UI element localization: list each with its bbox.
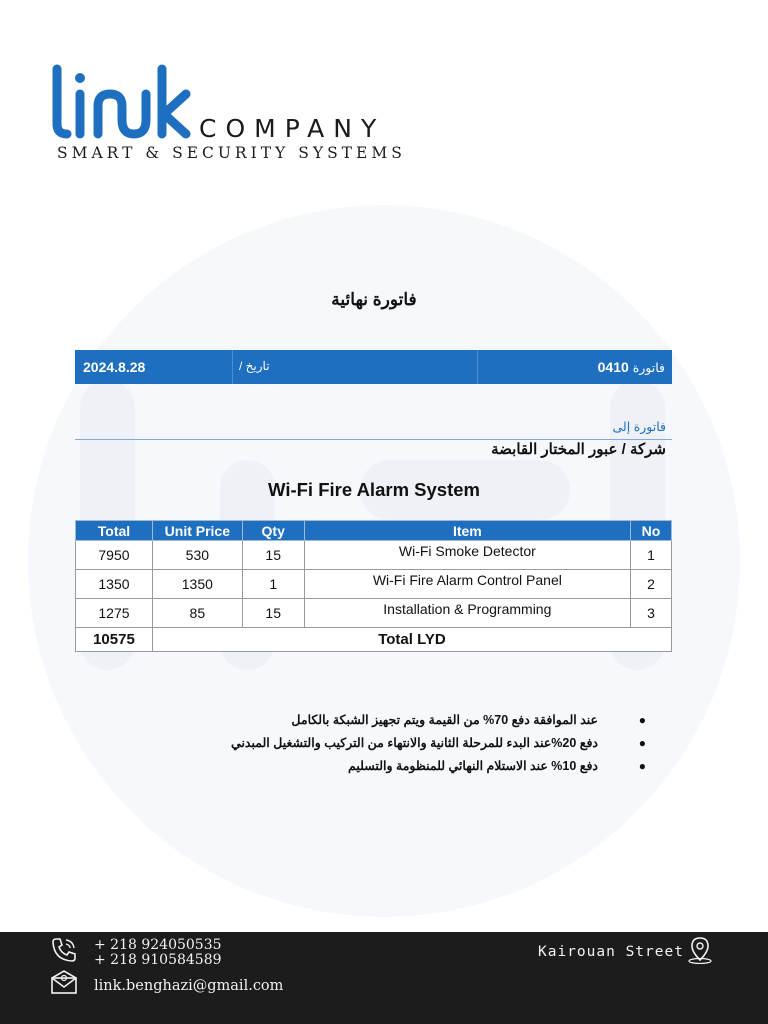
cell-item: Wi-Fi Smoke Detector (304, 541, 630, 570)
location-pin-icon (686, 936, 714, 964)
bullet-icon: ● (638, 759, 646, 773)
cell-qty: 15 (242, 599, 304, 628)
list-item (56, 758, 646, 781)
cell-unit-price: 1350 (152, 570, 242, 599)
header-unit-price: Unit Price (152, 521, 242, 541)
date-label: تاريخ / (239, 359, 270, 373)
footer (0, 932, 768, 1024)
list-item (56, 712, 646, 735)
cell-no: 3 (631, 599, 672, 628)
table-row (76, 599, 672, 628)
cell-item: Wi-Fi Fire Alarm Control Panel (304, 570, 630, 599)
invoice-date: 2024.8.28 (83, 359, 146, 375)
bar-divider (477, 350, 478, 384)
cell-total: 7950 (76, 541, 153, 570)
payment-terms-list (56, 712, 646, 781)
term-text: عند الموافقة دفع 70% من القيمة ويتم تجهيز الشبكة بالكامل (291, 713, 598, 727)
logo-tagline: SMART & SECURITY SYSTEMS (57, 144, 406, 162)
table-row (76, 570, 672, 599)
cell-total: 1275 (76, 599, 153, 628)
cell-item: Installation & Programming (304, 599, 630, 628)
header-total: Total (76, 521, 153, 541)
table-row (76, 541, 672, 570)
client-name: شركة / عبور المختار القابضة (491, 441, 666, 458)
invoice-number-group (598, 359, 665, 375)
cell-total: 1350 (76, 570, 153, 599)
items-table (75, 520, 672, 652)
bar-divider (232, 350, 233, 384)
grand-total-value: 10575 (76, 628, 153, 652)
cell-no: 2 (631, 570, 672, 599)
street-address: Kairouan Street (538, 944, 684, 960)
invoice-label: فاتورة (632, 361, 665, 375)
header-qty: Qty (242, 521, 304, 541)
cell-no: 1 (631, 541, 672, 570)
logo-company-text: COMPANY (199, 114, 386, 143)
project-title: Wi-Fi Fire Alarm System (268, 479, 480, 500)
grand-total-row (76, 628, 672, 652)
cell-unit-price: 530 (152, 541, 242, 570)
list-item (56, 735, 646, 758)
document-title: فاتورة نهائية (331, 290, 417, 309)
phone-icon (50, 936, 78, 964)
invoice-number: 0410 (597, 359, 629, 375)
cell-qty: 1 (242, 570, 304, 599)
term-text: دفع 20%عند البدء للمرحلة الثانية والانتهاء من التركيب والتشغيل المبدني (231, 736, 598, 750)
company-logo (52, 64, 412, 164)
link-logo-icon (52, 64, 192, 139)
cell-unit-price: 85 (152, 599, 242, 628)
table-header-row (76, 521, 672, 541)
header-item: Item (304, 521, 630, 541)
email-icon (50, 970, 78, 994)
bullet-icon: ● (638, 736, 646, 750)
phone-number-2: + 218 910584589 (94, 952, 222, 968)
invoice-info-bar (75, 350, 672, 384)
bill-to-label: فاتورة إلى (612, 420, 666, 434)
grand-total-label: Total LYD (152, 628, 671, 652)
header-no: No (631, 521, 672, 541)
email-address: link.benghazi@gmail.com (94, 978, 284, 994)
cell-qty: 15 (242, 541, 304, 570)
bullet-icon: ● (638, 713, 646, 727)
phone-number-1: + 218 924050535 (94, 937, 222, 953)
term-text: دفع 10% عند الاستلام النهائي للمنظومة والتسليم (348, 759, 598, 773)
